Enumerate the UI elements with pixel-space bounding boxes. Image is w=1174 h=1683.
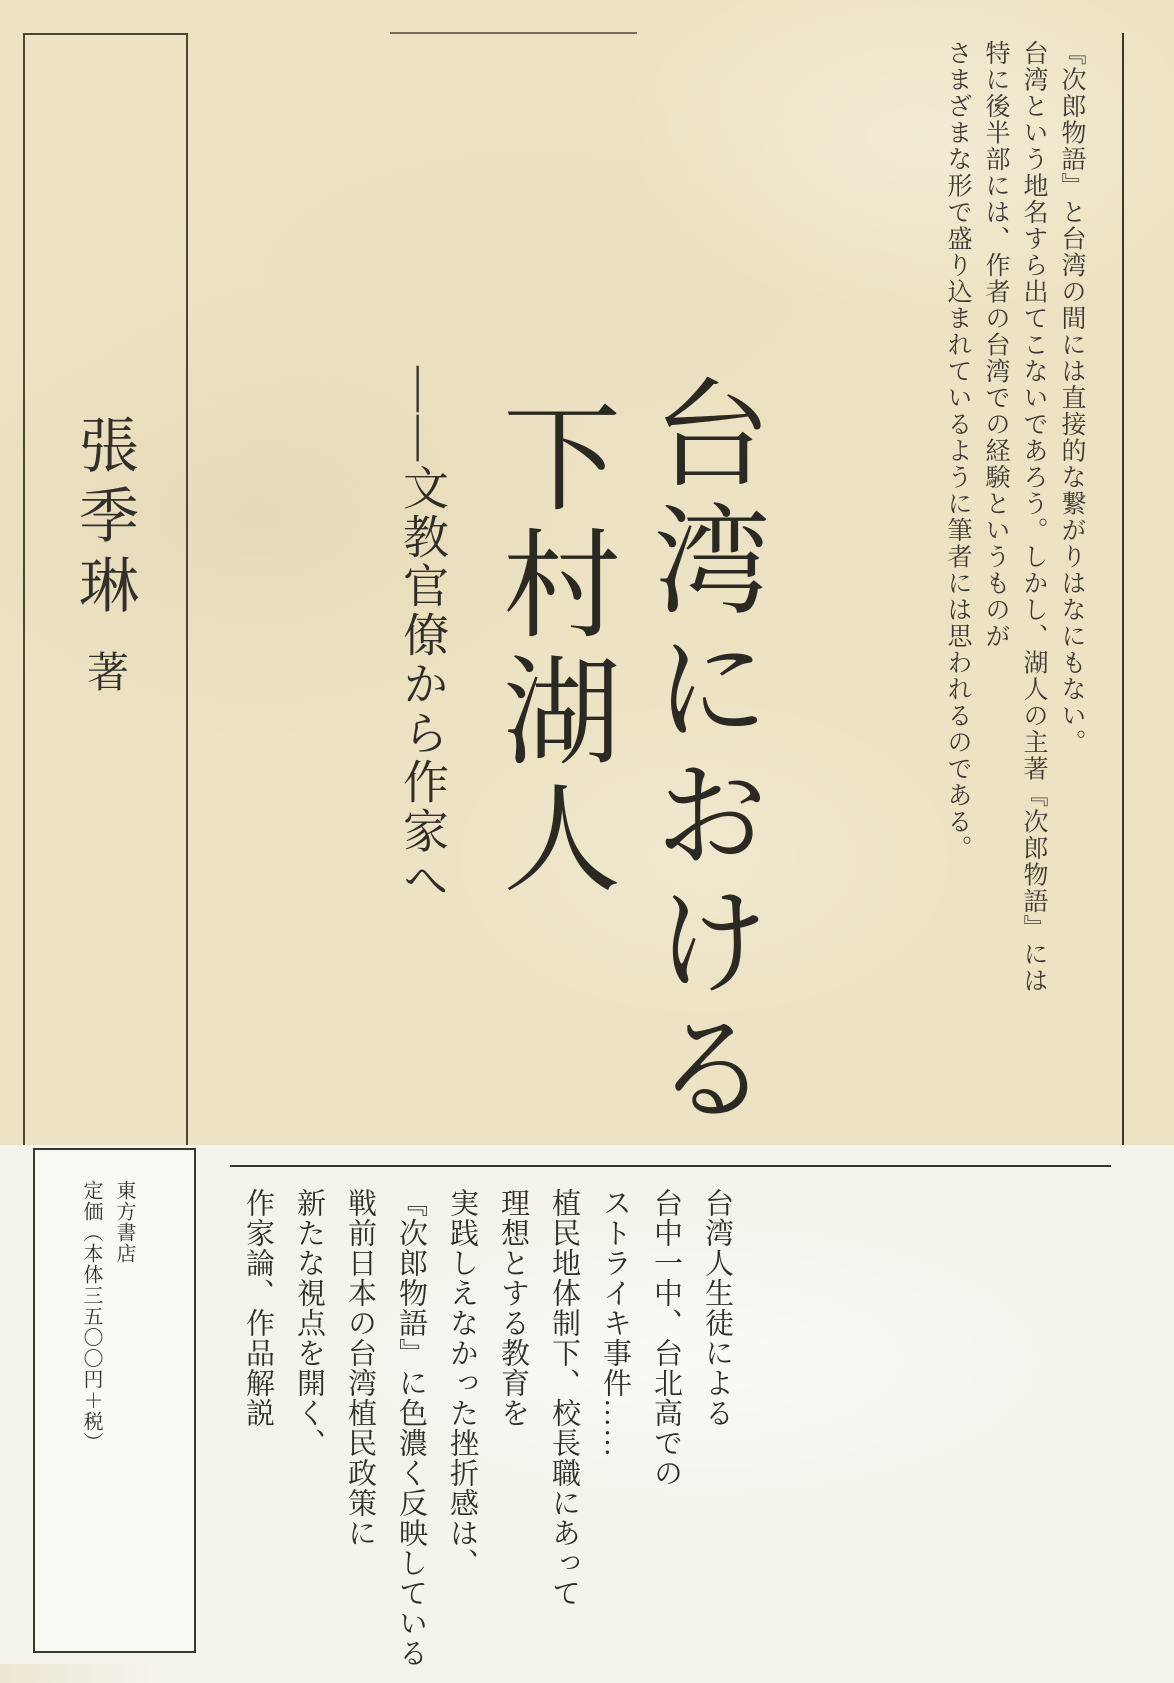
band-column: 台中一中、台北高での xyxy=(650,1188,682,1488)
bottom-band xyxy=(0,1145,1174,1683)
band-column: 実践しえなかった挫折感は、 xyxy=(446,1188,478,1578)
title-line-1: 台湾における xyxy=(635,372,766,1134)
band-column: ストライキ事件…… xyxy=(599,1188,631,1458)
author-block xyxy=(68,414,166,692)
price-line: 定価（本体三五〇〇円＋税） xyxy=(80,1180,102,1453)
blurb-column: さまざまな形で盛り込まれているように筆者には思われるのである。 xyxy=(944,40,971,862)
band-column: 新たな視点を開く、 xyxy=(293,1188,325,1458)
publisher-name: 東方書店 xyxy=(113,1180,135,1264)
band-description xyxy=(232,1188,742,1668)
band-column: 『次郎物語』に色濃く反映している xyxy=(395,1188,427,1668)
band-column: 理想とする教育を xyxy=(497,1188,529,1428)
author-name: 張季琳 xyxy=(71,414,137,624)
price-box xyxy=(33,1148,196,1653)
band-column: 戦前日本の台湾植民政策に xyxy=(344,1188,376,1548)
blurb-column: 台湾という地名すら出てこないであろう。しかし、湖人の主著『次郎物語』には xyxy=(1020,40,1047,994)
blurb-column: 特に後半部には、作者の台湾での経験というものが xyxy=(982,40,1009,650)
author-role: 著 xyxy=(81,650,127,692)
scan-edge-artifact xyxy=(0,1664,150,1683)
band-column: 作家論、作品解説 xyxy=(242,1188,274,1428)
band-column: 台湾人生徒による xyxy=(701,1188,733,1428)
title-block xyxy=(475,372,775,1134)
blurb-column: 『次郎物語』と台湾の間には直接的な繋がりはなにもない。 xyxy=(1058,40,1085,756)
title-line-2: 下村湖人 xyxy=(485,396,616,904)
top-crease-line xyxy=(390,32,637,34)
price-box-text xyxy=(74,1180,140,1453)
band-top-rule xyxy=(230,1165,1111,1167)
top-blurb xyxy=(938,40,1090,994)
subtitle: ――文教官僚から作家へ xyxy=(397,366,448,905)
band-column: 植民地体制下、校長職にあって xyxy=(548,1188,580,1608)
